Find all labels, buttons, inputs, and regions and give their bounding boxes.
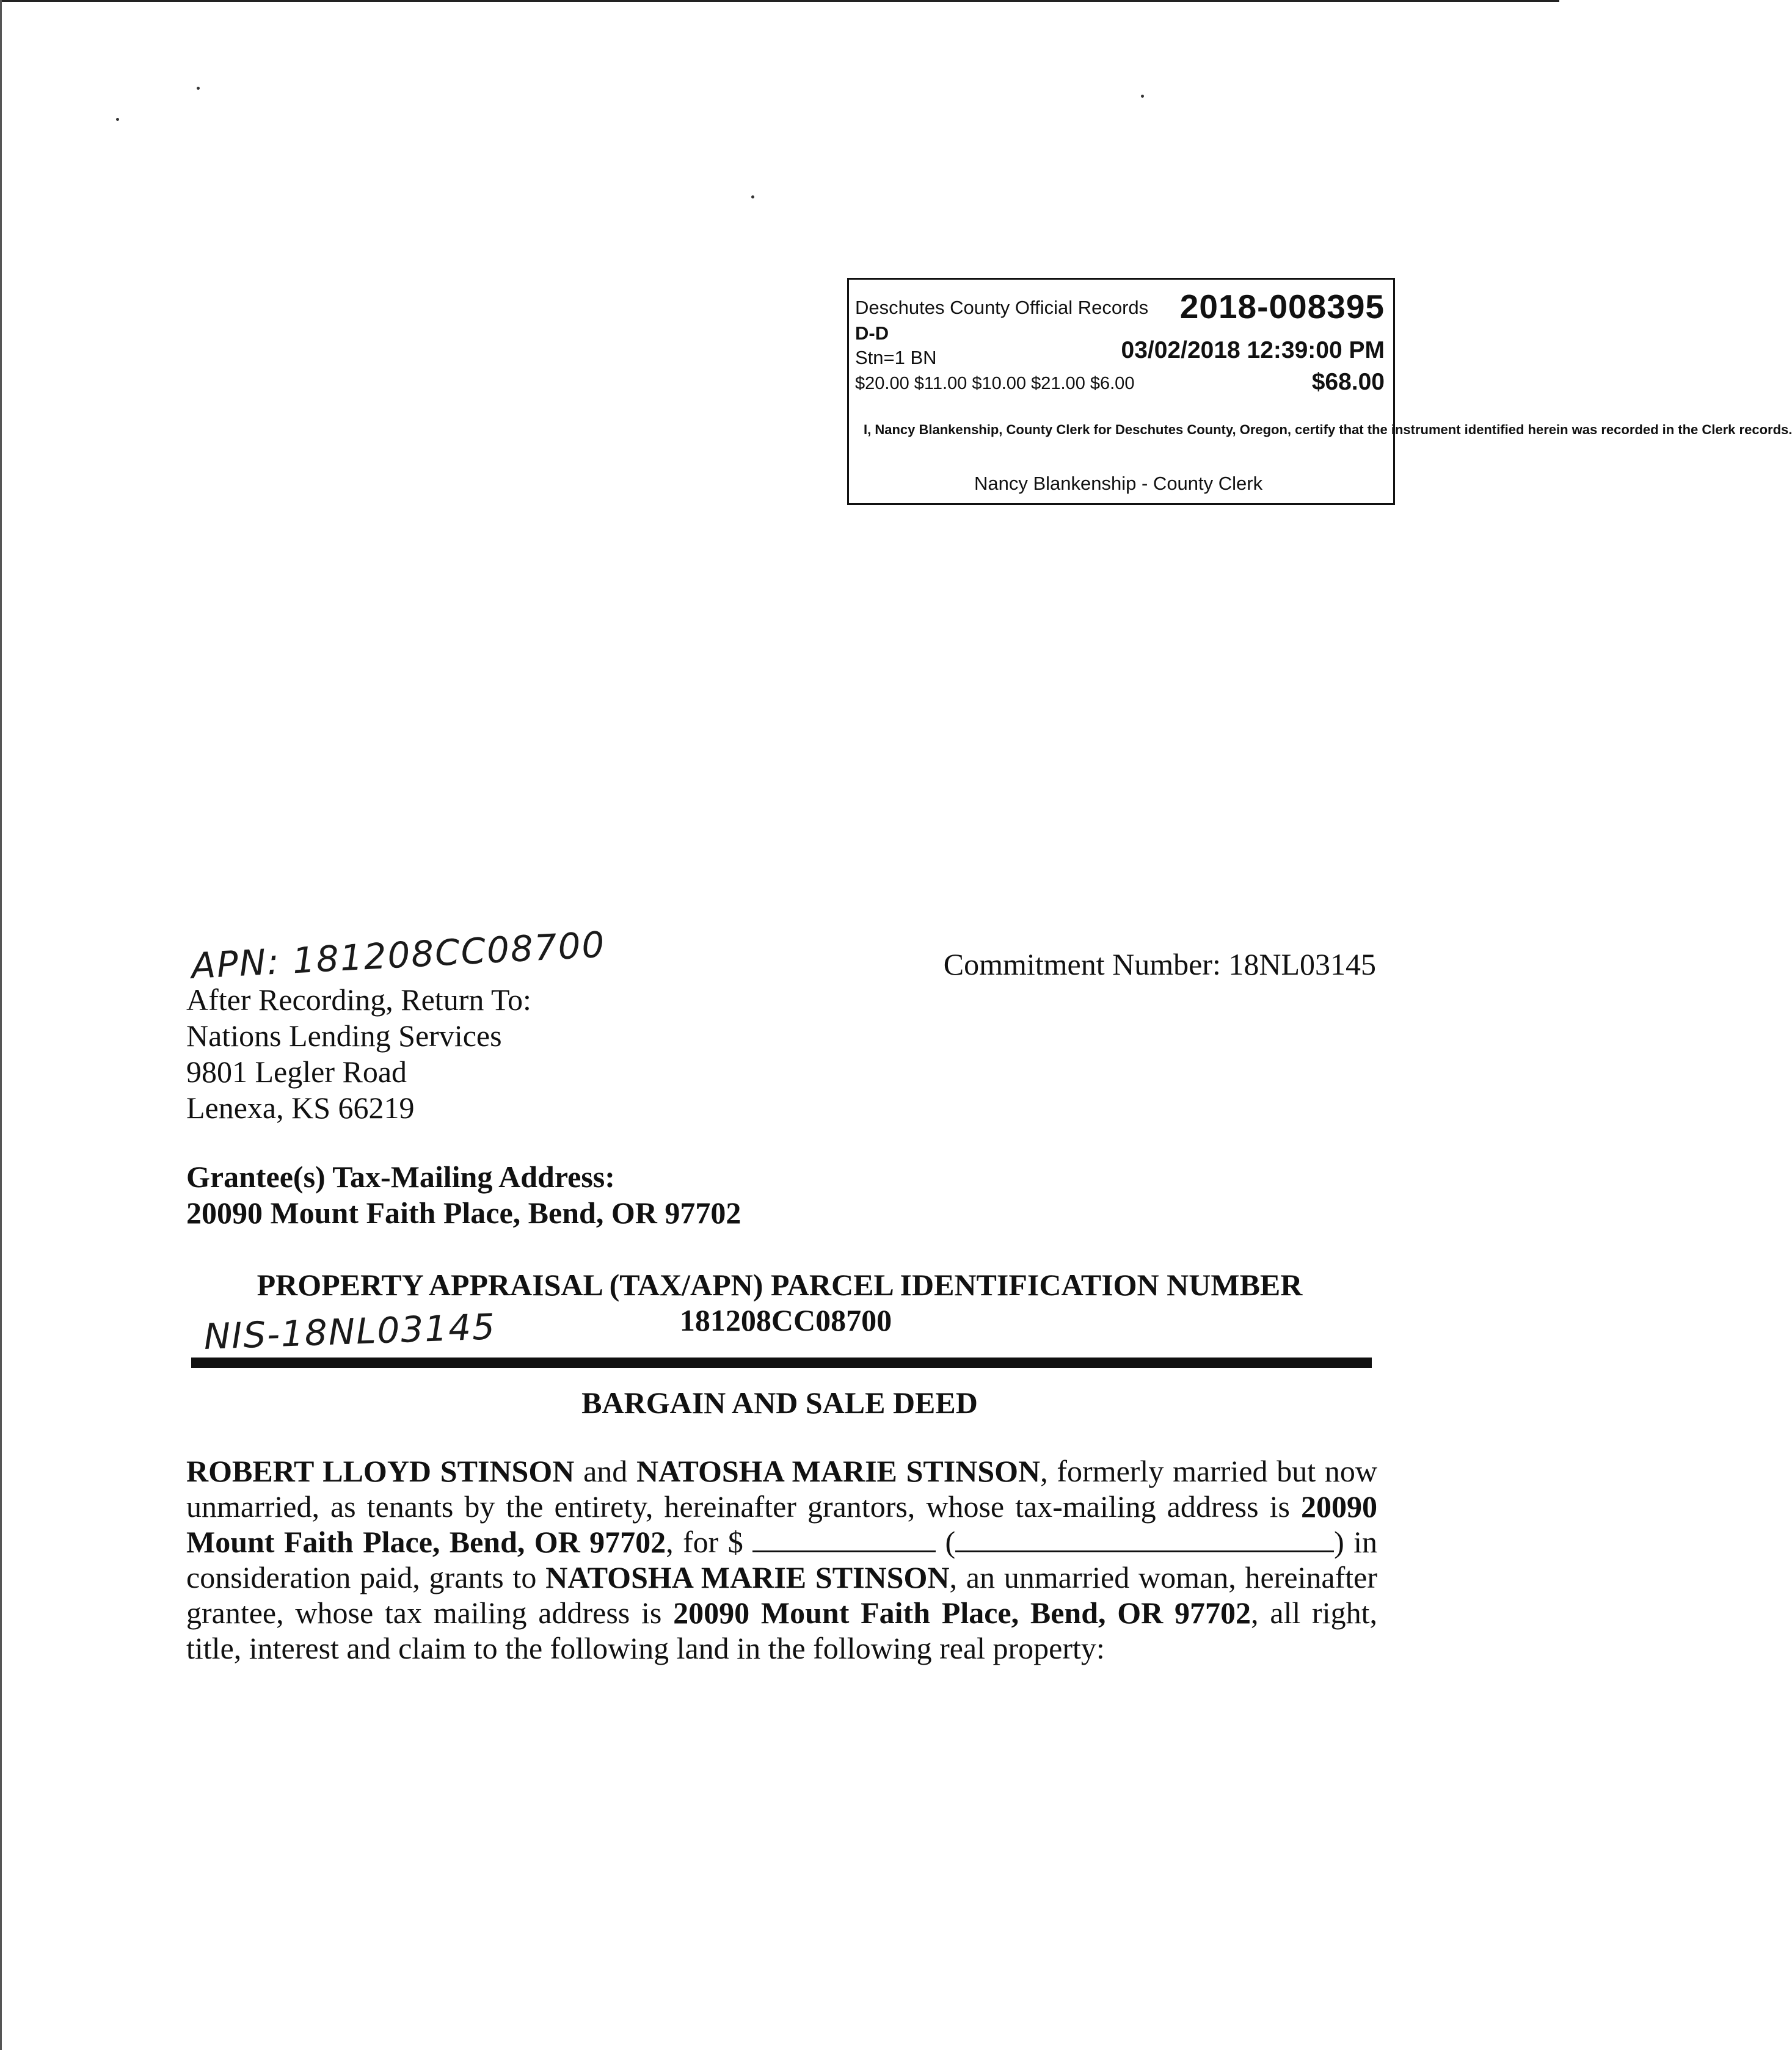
stamp-station: Stn=1 BN [855, 347, 937, 368]
scan-speck [197, 87, 200, 90]
return-to-company: Nations Lending Services [186, 1019, 502, 1053]
return-to-heading: After Recording, Return To: [186, 983, 531, 1017]
consideration-amount-blank [752, 1525, 936, 1552]
stamp-total: $68.00 [1311, 369, 1385, 395]
body-and: and [583, 1454, 628, 1488]
deed-body-paragraph [186, 1453, 1377, 1666]
body-text-3: ( [945, 1525, 956, 1559]
body-text-1: , formerly married but now unmarried, as tenants by the entirety, hereinafter grantors, whose tax-mailing address is [186, 1454, 1378, 1524]
scan-speck [116, 118, 119, 121]
parcel-number: 181208CC08700 [679, 1303, 892, 1337]
grantor-address: 20090 Mount Faith Place, Bend, OR 97702 [186, 1489, 1377, 1559]
body-text-5: , an unmarried woman, hereinafter grantee, whose tax mailing address is [186, 1560, 1377, 1630]
deed-title: BARGAIN AND SALE DEED [581, 1386, 978, 1420]
grantee-name: NATOSHA MARIE STINSON [545, 1560, 950, 1594]
return-to-street: 9801 Legler Road [186, 1055, 407, 1089]
stamp-clerk-signature: Nancy Blankenship - County Clerk [974, 473, 1263, 494]
recording-stamp [847, 278, 1792, 505]
stamp-office: Deschutes County Official Records [855, 297, 1149, 318]
body-text-6: , all right, title, interest and claim to the following land in the following real property: [186, 1596, 1377, 1665]
return-to-city: Lenexa, KS 66219 [186, 1091, 415, 1125]
handwritten-apn-note: APN: 181208CC08700 [190, 923, 607, 987]
return-to-block [186, 982, 531, 1126]
scan-speck [751, 195, 754, 198]
stamp-fees: $20.00 $11.00 $10.00 $21.00 $6.00 [855, 374, 1135, 393]
stamp-document-number: 2018-008395 [1179, 288, 1385, 325]
grantee-tax-block [186, 1159, 741, 1231]
grantor-name-1: ROBERT LLOYD STINSON [186, 1454, 575, 1488]
body-text-2: , for $ [666, 1525, 743, 1559]
grantor-name-2: NATOSHA MARIE STINSON [636, 1454, 1041, 1488]
divider-rule [191, 1358, 1372, 1368]
body-text-4: ) in consideration paid, grants to [186, 1525, 1378, 1594]
scan-edge-left [0, 0, 2, 2050]
handwritten-nis-note: NIS-18NL03145 [203, 1306, 497, 1358]
commitment-number: Commitment Number: 18NL03145 [943, 947, 1376, 981]
stamp-datetime: 03/02/2018 12:39:00 PM [1121, 337, 1385, 363]
grantee-address: 20090 Mount Faith Place, Bend, OR 97702 [673, 1596, 1251, 1630]
scan-edge-top [0, 0, 1559, 2]
grantee-tax-address: 20090 Mount Faith Place, Bend, OR 97702 [186, 1196, 741, 1230]
consideration-words-blank [955, 1525, 1334, 1552]
stamp-certification: I, Nancy Blankenship, County Clerk for Deschutes County, Oregon, certify that the instrument identified herein was recorded in the Clerk records. [864, 422, 1792, 437]
parcel-heading: PROPERTY APPRAISAL (TAX/APN) PARCEL IDENTIFICATION NUMBER [257, 1268, 1303, 1302]
stamp-doc-type: D-D [855, 322, 889, 344]
scan-speck [1141, 95, 1144, 98]
grantee-tax-heading: Grantee(s) Tax-Mailing Address: [186, 1160, 615, 1194]
